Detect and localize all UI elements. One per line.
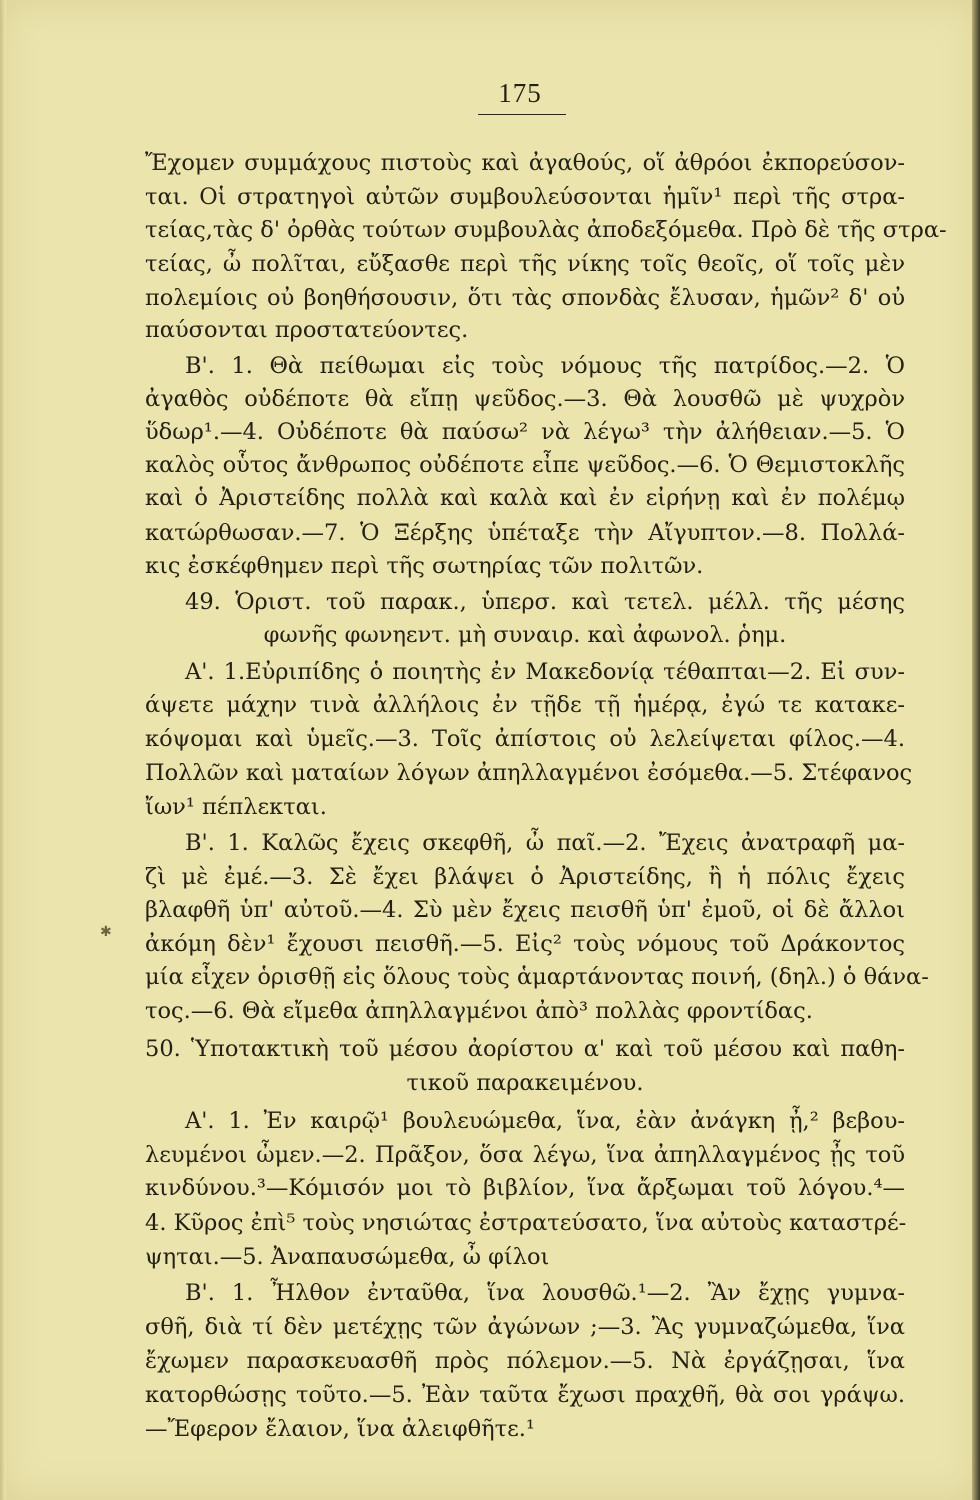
text-line: τείας,τὰς δ' ὀρθὰς τούτων συμβουλὰς ἀποδεξόμεθα. Πρὸ δὲ τῆς στρα- <box>145 217 947 243</box>
text-line: κόψομαι καὶ ὑμεῖς.—3. Τοῖς ἀπίστοις οὐ λελείψεται φίλος.—4. <box>145 726 905 752</box>
text-line: Β'. 1. Θὰ πείθωμαι εἰς τοὺς νόμους τῆς πατρίδος.—2. Ὁ <box>185 353 905 379</box>
text-line: καλὸς οὗτος ἄνθρωπος οὐδέποτε εἶπε ψεῦδος.—6. Ὁ Θεμιστοκλῆς <box>145 452 905 478</box>
text-line: Β'. 1. Ἦλθον ἐνταῦθα, ἵνα λουσθῶ.¹—2. Ἂν ἔχῃς γυμνα- <box>185 1280 905 1306</box>
text-line: ζὶ μὲ ἐμέ.—3. Σὲ ἔχει βλάψει ὁ Ἀριστείδης, ἢ ἡ πόλις ἔχεις <box>145 864 905 890</box>
text-line: λευμένοι ὦμεν.—2. Πρᾶξον, ὅσα λέγω, ἵνα ἀπηλλαγμένος ᾖς τοῦ <box>145 1142 905 1168</box>
page-number: 175 <box>498 78 542 108</box>
text-line: κις ἐσκέφθημεν περὶ τῆς σωτηρίας τῶν πολιτῶν. <box>145 553 704 579</box>
text-line: Πολλῶν καὶ ματαίων λόγων ἀπηλλαγμένοι ἐσόμεθα.—5. Στέφανος <box>145 760 913 786</box>
text-line: 50. Ὑποτακτικὴ τοῦ μέσου ἀορίστου α' καὶ τοῦ μέσου καὶ παθη- <box>145 1036 905 1062</box>
text-line: Α'. 1. Ἐν καιρῷ¹ βουλευώμεθα, ἵνα, ἐὰν ἀνάγκη ᾖ,² βεβου- <box>185 1108 905 1134</box>
text-line: άψετε μάχην τινὰ ἀλλήλοις ἐν τῇδε τῇ ἡμέρᾳ, ἐγώ τε κατακε- <box>145 692 905 718</box>
text-line: πολεμίοις οὐ βοηθήσουσιν, ὅτι τὰς σπονδὰς ἔλυσαν, ἡμῶν² δ' οὐ <box>145 285 905 311</box>
text-line: Β'. 1. Καλῶς ἔχεις σκεφθῆ, ὦ παῖ.—2. Ἔχεις ἀνατραφῆ μα- <box>185 830 905 856</box>
ink-spot: ✱ <box>100 924 112 940</box>
text-line: τικοῦ παρακειμένου. <box>406 1070 644 1096</box>
text-line: βλαφθῆ ὑπ' αὐτοῦ.—4. Σὺ μὲν ἔχεις πεισθῆ ὑπ' ἐμοῦ, οἱ δὲ ἄλλοι <box>145 897 905 923</box>
text-line: παύσονται προστατεύοντες. <box>145 317 469 343</box>
text-line: ἀκόμη δὲν¹ ἔχουσι πεισθῆ.—5. Εἰς² τοὺς νόμους τοῦ Δράκοντος <box>145 931 905 957</box>
page-right-edge <box>972 0 980 1500</box>
text-line: ἔχωμεν παρασκευασθῆ πρὸς πόλεμον.—5. Νὰ ἐργάζῃσαι, ἵνα <box>145 1348 905 1374</box>
page-number-underline <box>478 114 566 115</box>
text-line: τος.—6. Θὰ εἴμεθα ἀπηλλαγμένοι ἀπὸ³ πολλὰς φροντίδας. <box>145 998 813 1024</box>
text-line: ἴων¹ πέπλεκται. <box>145 794 327 820</box>
text-line: κατορθώσῃς τοῦτο.—5. Ἐὰν ταῦτα ἔχωσι πραχθῆ, θὰ σοι γράψω. <box>145 1382 905 1408</box>
text-line: κινδύνου.³—Κόμισόν μοι τὸ βιβλίον, ἵνα ἄρξωμαι τοῦ λόγου.⁴— <box>145 1175 905 1201</box>
page-left-edge <box>0 0 6 1500</box>
text-line: 49. Ὁριστ. τοῦ παρακ., ὑπερσ. καὶ τετελ. μέλλ. τῆς μέσης <box>185 589 905 615</box>
text-line: 4. Κῦρος ἐπὶ⁵ τοὺς νησιώτας ἐστρατεύσατο, ἵνα αὐτοὺς καταστρέ- <box>145 1210 907 1236</box>
text-line: ται. Οἱ στρατηγοὶ αὐτῶν συμβουλεύσονται ἡμῖν¹ περὶ τῆς στρα- <box>145 184 905 210</box>
text-line: ὕδωρ¹.—4. Οὐδέποτε θὰ παύσω² νὰ λέγω³ τὴν ἀλήθειαν.—5. Ὁ <box>145 419 905 445</box>
text-line: καὶ ὁ Ἀριστείδης πολλὰ καὶ καλὰ καὶ ἐν εἰρήνῃ καὶ ἐν πολέμῳ <box>145 485 905 511</box>
text-line: φωνῆς φωνηεντ. μὴ συναιρ. καὶ ἀφωνολ. ῥημ. <box>263 622 787 648</box>
text-line: μία εἶχεν ὁρισθῇ εἰς ὅλους τοὺς ἁμαρτάνοντας ποινή, (δηλ.) ὁ θάνα- <box>145 964 929 990</box>
text-line: Α'. 1.Εὐριπίδης ὁ ποιητὴς ἐν Μακεδονίᾳ τέθαπται—2. Εἰ συν- <box>185 659 905 685</box>
text-line: τείας, ὦ πολῖται, εὔξασθε περὶ τῆς νίκης τοῖς θεοῖς, οἵ τοῖς μὲν <box>145 251 905 277</box>
text-line: κατώρθωσαν.—7. Ὁ Ξέρξης ὑπέταξε τὴν Αἴγυπτον.—8. Πολλά- <box>145 520 905 546</box>
text-line: ψηται.—5. Ἀναπαυσώμεθα, ὦ φίλοι <box>145 1244 550 1270</box>
text-line: Ἔχομεν συμμάχους πιστοὺς καὶ ἀγαθούς, οἵ ἀθρόοι ἐκπορεύσον- <box>145 150 905 176</box>
text-line: σθῆ, διὰ τί δὲν μετέχῃς τῶν ἀγώνων ;—3. Ἂς γυμναζώμεθα, ἵνα <box>145 1314 905 1340</box>
text-line: —Ἔφερον ἔλαιον, ἵνα ἀλειφθῆτε.¹ <box>145 1416 535 1442</box>
text-line: ἀγαθὸς οὐδέποτε θὰ εἴπῃ ψεῦδος.—3. Θὰ λουσθῶ μὲ ψυχρὸν <box>145 386 905 412</box>
